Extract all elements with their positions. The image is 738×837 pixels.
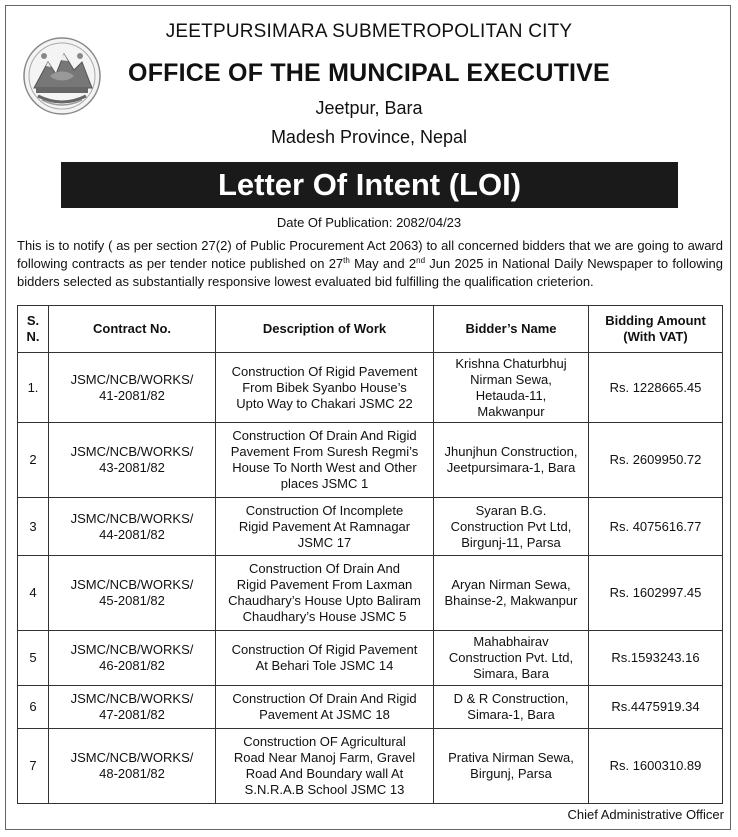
notice-sup-1: th (343, 256, 350, 265)
cell-sn: 6 (18, 686, 49, 729)
cell-bidder-name: Krishna Chaturbhuj Nirman Sewa, Hetauda-11, Makwanpur (434, 353, 589, 423)
notice-paragraph (17, 237, 723, 291)
notice-sup-2: nd (416, 256, 426, 265)
header-description: Description of Work (216, 306, 434, 353)
cell-sn: 4 (18, 556, 49, 631)
cell-description: Construction OF Agricultural Road Near Manoj Farm, Gravel Road And Boundary wall At S.N.R.A.B School JSMC 13 (216, 729, 434, 804)
cell-sn: 1. (18, 353, 49, 423)
cell-contract-no: JSMC/NCB/WORKS/ 41-2081/82 (49, 353, 216, 423)
cell-sn: 2 (18, 423, 49, 498)
cell-bidder-name: Syaran B.G. Construction Pvt Ltd, Birgunj-11, Parsa (434, 498, 589, 556)
cell-bidder-name: Jhunjhun Construction, Jeetpursimara-1, Bara (434, 423, 589, 498)
cell-bidding-amount: Rs.1593243.16 (589, 631, 723, 686)
cell-description: Construction Of Drain And Rigid Pavement From Suresh Regmi’s House To North West and Other places JSMC 1 (216, 423, 434, 498)
table-row (18, 498, 723, 556)
cell-bidder-name: Mahabhairav Construction Pvt. Ltd, Simara, Bara (434, 631, 589, 686)
municipality-name: JEETPURSIMARA SUBMETROPOLITAN CITY (165, 21, 573, 42)
cell-description: Construction Of Rigid Pavement At Behari Tole JSMC 14 (216, 631, 434, 686)
notice-text-3: Jun 2025 in National Daily Newspaper to following bidders selected as substantially responsive lowest evaluated bid fulfilling the qualification crieterion. (17, 256, 723, 289)
cell-bidding-amount: Rs. 2609950.72 (589, 423, 723, 498)
cell-bidding-amount: Rs. 1602997.45 (589, 556, 723, 631)
table-row (18, 631, 723, 686)
address-line-1: Jeetpur, Bara (315, 98, 423, 118)
cell-description: Construction Of Drain And Rigid Pavement From Laxman Chaudhary’s House Upto Baliram Chaudhary’s House JSMC 5 (216, 556, 434, 631)
header-bidding-amount: Bidding Amount (With VAT) (589, 306, 723, 353)
signatory-title: Chief Administrative Officer (567, 807, 724, 822)
cell-sn: 5 (18, 631, 49, 686)
cell-bidding-amount: Rs. 1600310.89 (589, 729, 723, 804)
notice-text-1: This is to notify ( as per section 27(2) of Public Procurement Act 2063) to all concerned bidders that we are going to award following contracts as per tender notice published on 27 (17, 238, 723, 271)
table-row (18, 729, 723, 804)
cell-description: Construction Of Rigid Pavement From Bibek Syanbo House’s Upto Way to Chakari JSMC 22 (216, 353, 434, 423)
cell-bidder-name: Prativa Nirman Sewa, Birgunj, Parsa (434, 729, 589, 804)
cell-contract-no: JSMC/NCB/WORKS/ 46-2081/82 (49, 631, 216, 686)
cell-bidding-amount: Rs.4475919.34 (589, 686, 723, 729)
table-row (18, 556, 723, 631)
office-title: OFFICE OF THE MUNCIPAL EXECUTIVE (128, 59, 610, 87)
cell-sn: 3 (18, 498, 49, 556)
cell-bidding-amount: Rs. 1228665.45 (589, 353, 723, 423)
cell-sn: 7 (18, 729, 49, 804)
header-contract-no: Contract No. (49, 306, 216, 353)
table-row (18, 423, 723, 498)
cell-description: Construction Of Drain And Rigid Pavement At JSMC 18 (216, 686, 434, 729)
table-row (18, 686, 723, 729)
document-title-banner: Letter Of Intent (LOI) (61, 162, 678, 208)
cell-contract-no: JSMC/NCB/WORKS/ 43-2081/82 (49, 423, 216, 498)
cell-bidder-name: Aryan Nirman Sewa, Bhainse-2, Makwanpur (434, 556, 589, 631)
cell-contract-no: JSMC/NCB/WORKS/ 44-2081/82 (49, 498, 216, 556)
table-row (18, 353, 723, 423)
address-line-2: Madesh Province, Nepal (270, 127, 468, 147)
loi-table (17, 305, 723, 804)
cell-bidding-amount: Rs. 4075616.77 (589, 498, 723, 556)
cell-contract-no: JSMC/NCB/WORKS/ 48-2081/82 (49, 729, 216, 804)
publication-date: Date Of Publication: 2082/04/23 (276, 215, 462, 230)
cell-description: Construction Of Incomplete Rigid Pavement At Ramnagar JSMC 17 (216, 498, 434, 556)
header-sn: S. N. (18, 306, 49, 353)
cell-contract-no: JSMC/NCB/WORKS/ 45-2081/82 (49, 556, 216, 631)
notice-text-2: May and 2 (349, 256, 417, 271)
cell-bidder-name: D & R Construction, Simara-1, Bara (434, 686, 589, 729)
header-bidder-name: Bidder’s Name (434, 306, 589, 353)
cell-contract-no: JSMC/NCB/WORKS/ 47-2081/82 (49, 686, 216, 729)
table-header-row (18, 306, 723, 353)
